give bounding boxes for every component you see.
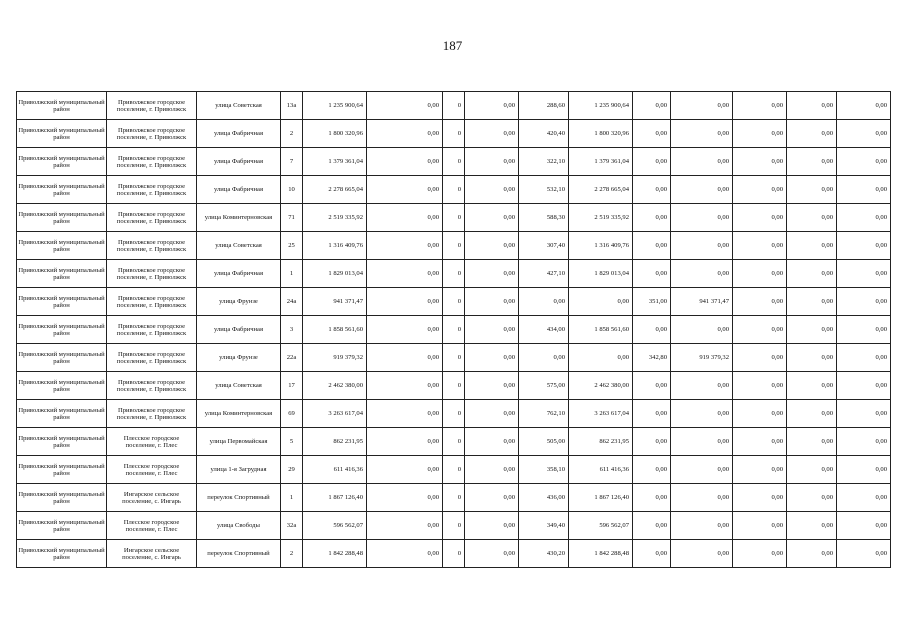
house-number-cell: 24а xyxy=(281,288,303,316)
municipality-cell: Приволжский муниципальный район xyxy=(17,540,107,568)
col12-cell: 0,00 xyxy=(671,428,733,456)
col13-cell: 0,00 xyxy=(733,288,787,316)
col11-cell: 0,00 xyxy=(633,232,671,260)
area-cell: 358,10 xyxy=(519,456,569,484)
col11-cell: 342,80 xyxy=(633,344,671,372)
col6-cell: 0,00 xyxy=(367,232,443,260)
col11-cell: 351,00 xyxy=(633,288,671,316)
amount-cell: 596 562,07 xyxy=(569,512,633,540)
col7-cell: 0 xyxy=(443,232,465,260)
municipality-cell: Приволжский муниципальный район xyxy=(17,120,107,148)
col11-cell: 0,00 xyxy=(633,204,671,232)
col12-cell: 0,00 xyxy=(671,260,733,288)
table-row xyxy=(17,176,891,204)
page-number: 187 xyxy=(442,38,463,53)
col11-cell: 0,00 xyxy=(633,512,671,540)
street-cell: улица Фабричная xyxy=(197,316,281,344)
col15-cell: 0,00 xyxy=(837,232,891,260)
col15-cell: 0,00 xyxy=(837,400,891,428)
amount-cell: 1 800 320,96 xyxy=(569,120,633,148)
col6-cell: 0,00 xyxy=(367,512,443,540)
col7-cell: 0 xyxy=(443,400,465,428)
housing-repair-table xyxy=(16,91,891,568)
col15-cell: 0,00 xyxy=(837,148,891,176)
house-number-cell: 2 xyxy=(281,540,303,568)
total-cost-cell: 1 316 409,76 xyxy=(303,232,367,260)
house-number-cell: 17 xyxy=(281,372,303,400)
table-row xyxy=(17,232,891,260)
col11-cell: 0,00 xyxy=(633,456,671,484)
col13-cell: 0,00 xyxy=(733,148,787,176)
col6-cell: 0,00 xyxy=(367,92,443,120)
col8-cell: 0,00 xyxy=(465,400,519,428)
amount-cell: 1 867 126,40 xyxy=(569,484,633,512)
total-cost-cell: 3 263 617,04 xyxy=(303,400,367,428)
total-cost-cell: 941 371,47 xyxy=(303,288,367,316)
col8-cell: 0,00 xyxy=(465,344,519,372)
area-cell: 322,10 xyxy=(519,148,569,176)
col14-cell: 0,00 xyxy=(787,456,837,484)
col14-cell: 0,00 xyxy=(787,484,837,512)
total-cost-cell: 2 519 335,92 xyxy=(303,204,367,232)
municipality-cell: Приволжский муниципальный район xyxy=(17,148,107,176)
settlement-cell: Приволжское городское поселение, г. Приволжск xyxy=(107,148,197,176)
house-number-cell: 10 xyxy=(281,176,303,204)
house-number-cell: 32а xyxy=(281,512,303,540)
amount-cell: 3 263 617,04 xyxy=(569,400,633,428)
col8-cell: 0,00 xyxy=(465,372,519,400)
col8-cell: 0,00 xyxy=(465,176,519,204)
col7-cell: 0 xyxy=(443,344,465,372)
street-cell: улица Коминтерновская xyxy=(197,400,281,428)
col14-cell: 0,00 xyxy=(787,512,837,540)
col8-cell: 0,00 xyxy=(465,512,519,540)
col14-cell: 0,00 xyxy=(787,148,837,176)
area-cell: 436,00 xyxy=(519,484,569,512)
table-row xyxy=(17,428,891,456)
settlement-cell: Приволжское городское поселение, г. Приволжск xyxy=(107,372,197,400)
municipality-cell: Приволжский муниципальный район xyxy=(17,176,107,204)
col13-cell: 0,00 xyxy=(733,428,787,456)
street-cell: улица Советская xyxy=(197,92,281,120)
municipality-cell: Приволжский муниципальный район xyxy=(17,372,107,400)
col7-cell: 0 xyxy=(443,204,465,232)
col6-cell: 0,00 xyxy=(367,148,443,176)
col8-cell: 0,00 xyxy=(465,288,519,316)
municipality-cell: Приволжский муниципальный район xyxy=(17,204,107,232)
col14-cell: 0,00 xyxy=(787,540,837,568)
table-row xyxy=(17,456,891,484)
col14-cell: 0,00 xyxy=(787,372,837,400)
settlement-cell: Плесское городское поселение, г. Плес xyxy=(107,456,197,484)
settlement-cell: Приволжское городское поселение, г. Приволжск xyxy=(107,400,197,428)
col15-cell: 0,00 xyxy=(837,344,891,372)
col11-cell: 0,00 xyxy=(633,484,671,512)
settlement-cell: Приволжское городское поселение, г. Приволжск xyxy=(107,288,197,316)
col15-cell: 0,00 xyxy=(837,120,891,148)
col8-cell: 0,00 xyxy=(465,316,519,344)
col8-cell: 0,00 xyxy=(465,484,519,512)
table-row xyxy=(17,260,891,288)
col6-cell: 0,00 xyxy=(367,540,443,568)
col13-cell: 0,00 xyxy=(733,344,787,372)
col7-cell: 0 xyxy=(443,92,465,120)
area-cell: 434,00 xyxy=(519,316,569,344)
area-cell: 762,10 xyxy=(519,400,569,428)
col13-cell: 0,00 xyxy=(733,484,787,512)
house-number-cell: 29 xyxy=(281,456,303,484)
street-cell: улица Советская xyxy=(197,232,281,260)
settlement-cell: Приволжское городское поселение, г. Приволжск xyxy=(107,120,197,148)
col13-cell: 0,00 xyxy=(733,176,787,204)
amount-cell: 611 416,36 xyxy=(569,456,633,484)
settlement-cell: Плесское городское поселение, г. Плес xyxy=(107,512,197,540)
house-number-cell: 25 xyxy=(281,232,303,260)
col14-cell: 0,00 xyxy=(787,92,837,120)
col8-cell: 0,00 xyxy=(465,120,519,148)
col7-cell: 0 xyxy=(443,288,465,316)
municipality-cell: Приволжский муниципальный район xyxy=(17,92,107,120)
col12-cell: 941 371,47 xyxy=(671,288,733,316)
street-cell: улица Первомайская xyxy=(197,428,281,456)
municipality-cell: Приволжский муниципальный район xyxy=(17,344,107,372)
amount-cell: 1 316 409,76 xyxy=(569,232,633,260)
col11-cell: 0,00 xyxy=(633,148,671,176)
amount-cell: 1 829 013,04 xyxy=(569,260,633,288)
total-cost-cell: 1 842 288,48 xyxy=(303,540,367,568)
table-body xyxy=(17,92,891,568)
house-number-cell: 13а xyxy=(281,92,303,120)
amount-cell: 1 858 561,60 xyxy=(569,316,633,344)
street-cell: улица Фабричная xyxy=(197,120,281,148)
col14-cell: 0,00 xyxy=(787,260,837,288)
amount-cell: 2 519 335,92 xyxy=(569,204,633,232)
col13-cell: 0,00 xyxy=(733,372,787,400)
col12-cell: 0,00 xyxy=(671,456,733,484)
area-cell: 288,60 xyxy=(519,92,569,120)
area-cell: 0,00 xyxy=(519,344,569,372)
col14-cell: 0,00 xyxy=(787,344,837,372)
col11-cell: 0,00 xyxy=(633,428,671,456)
col8-cell: 0,00 xyxy=(465,204,519,232)
col6-cell: 0,00 xyxy=(367,484,443,512)
col11-cell: 0,00 xyxy=(633,92,671,120)
col11-cell: 0,00 xyxy=(633,176,671,204)
col7-cell: 0 xyxy=(443,260,465,288)
total-cost-cell: 1 867 126,40 xyxy=(303,484,367,512)
col12-cell: 919 379,32 xyxy=(671,344,733,372)
col14-cell: 0,00 xyxy=(787,176,837,204)
total-cost-cell: 919 379,32 xyxy=(303,344,367,372)
table-row xyxy=(17,484,891,512)
col7-cell: 0 xyxy=(443,428,465,456)
col14-cell: 0,00 xyxy=(787,288,837,316)
col6-cell: 0,00 xyxy=(367,344,443,372)
col6-cell: 0,00 xyxy=(367,428,443,456)
col11-cell: 0,00 xyxy=(633,400,671,428)
area-cell: 307,40 xyxy=(519,232,569,260)
table-row xyxy=(17,92,891,120)
total-cost-cell: 611 416,36 xyxy=(303,456,367,484)
area-cell: 0,00 xyxy=(519,288,569,316)
house-number-cell: 2 xyxy=(281,120,303,148)
house-number-cell: 3 xyxy=(281,316,303,344)
col8-cell: 0,00 xyxy=(465,92,519,120)
col7-cell: 0 xyxy=(443,120,465,148)
table-row xyxy=(17,344,891,372)
street-cell: улица Советская xyxy=(197,372,281,400)
settlement-cell: Приволжское городское поселение, г. Приволжск xyxy=(107,232,197,260)
col12-cell: 0,00 xyxy=(671,176,733,204)
col12-cell: 0,00 xyxy=(671,148,733,176)
municipality-cell: Приволжский муниципальный район xyxy=(17,456,107,484)
amount-cell: 2 278 665,04 xyxy=(569,176,633,204)
col15-cell: 0,00 xyxy=(837,372,891,400)
area-cell: 588,30 xyxy=(519,204,569,232)
table-row xyxy=(17,204,891,232)
col13-cell: 0,00 xyxy=(733,120,787,148)
col13-cell: 0,00 xyxy=(733,456,787,484)
municipality-cell: Приволжский муниципальный район xyxy=(17,428,107,456)
col11-cell: 0,00 xyxy=(633,316,671,344)
col6-cell: 0,00 xyxy=(367,316,443,344)
municipality-cell: Приволжский муниципальный район xyxy=(17,400,107,428)
municipality-cell: Приволжский муниципальный район xyxy=(17,260,107,288)
col8-cell: 0,00 xyxy=(465,260,519,288)
col8-cell: 0,00 xyxy=(465,456,519,484)
col14-cell: 0,00 xyxy=(787,428,837,456)
col15-cell: 0,00 xyxy=(837,176,891,204)
col12-cell: 0,00 xyxy=(671,372,733,400)
street-cell: улица Свободы xyxy=(197,512,281,540)
total-cost-cell: 1 829 013,04 xyxy=(303,260,367,288)
amount-cell: 0,00 xyxy=(569,344,633,372)
settlement-cell: Приволжское городское поселение, г. Приволжск xyxy=(107,176,197,204)
street-cell: переулок Спортивный xyxy=(197,540,281,568)
col13-cell: 0,00 xyxy=(733,204,787,232)
col13-cell: 0,00 xyxy=(733,232,787,260)
col11-cell: 0,00 xyxy=(633,540,671,568)
col12-cell: 0,00 xyxy=(671,484,733,512)
col12-cell: 0,00 xyxy=(671,512,733,540)
col7-cell: 0 xyxy=(443,456,465,484)
col7-cell: 0 xyxy=(443,176,465,204)
house-number-cell: 7 xyxy=(281,148,303,176)
col11-cell: 0,00 xyxy=(633,120,671,148)
municipality-cell: Приволжский муниципальный район xyxy=(17,232,107,260)
total-cost-cell: 596 562,07 xyxy=(303,512,367,540)
col14-cell: 0,00 xyxy=(787,316,837,344)
total-cost-cell: 1 379 361,04 xyxy=(303,148,367,176)
settlement-cell: Приволжское городское поселение, г. Приволжск xyxy=(107,204,197,232)
col6-cell: 0,00 xyxy=(367,120,443,148)
col15-cell: 0,00 xyxy=(837,484,891,512)
settlement-cell: Ингарское сельское поселение, с. Ингарь xyxy=(107,484,197,512)
col12-cell: 0,00 xyxy=(671,316,733,344)
house-number-cell: 69 xyxy=(281,400,303,428)
table-row xyxy=(17,372,891,400)
col13-cell: 0,00 xyxy=(733,260,787,288)
total-cost-cell: 2 462 380,00 xyxy=(303,372,367,400)
street-cell: улица Фабричная xyxy=(197,260,281,288)
col7-cell: 0 xyxy=(443,540,465,568)
table-row xyxy=(17,148,891,176)
amount-cell: 862 231,95 xyxy=(569,428,633,456)
col8-cell: 0,00 xyxy=(465,540,519,568)
house-number-cell: 71 xyxy=(281,204,303,232)
area-cell: 505,00 xyxy=(519,428,569,456)
col7-cell: 0 xyxy=(443,316,465,344)
amount-cell: 1 235 900,64 xyxy=(569,92,633,120)
col6-cell: 0,00 xyxy=(367,260,443,288)
house-number-cell: 1 xyxy=(281,260,303,288)
total-cost-cell: 1 235 900,64 xyxy=(303,92,367,120)
area-cell: 427,10 xyxy=(519,260,569,288)
col15-cell: 0,00 xyxy=(837,428,891,456)
col13-cell: 0,00 xyxy=(733,400,787,428)
settlement-cell: Плесское городское поселение, г. Плес xyxy=(107,428,197,456)
col15-cell: 0,00 xyxy=(837,92,891,120)
col12-cell: 0,00 xyxy=(671,92,733,120)
col13-cell: 0,00 xyxy=(733,92,787,120)
col15-cell: 0,00 xyxy=(837,456,891,484)
amount-cell: 1 842 288,48 xyxy=(569,540,633,568)
street-cell: улица 1-я Загрудная xyxy=(197,456,281,484)
street-cell: переулок Спортивный xyxy=(197,484,281,512)
col7-cell: 0 xyxy=(443,372,465,400)
total-cost-cell: 1 800 320,96 xyxy=(303,120,367,148)
col7-cell: 0 xyxy=(443,512,465,540)
table-row xyxy=(17,120,891,148)
col14-cell: 0,00 xyxy=(787,232,837,260)
street-cell: улица Фабричная xyxy=(197,148,281,176)
total-cost-cell: 2 278 665,04 xyxy=(303,176,367,204)
area-cell: 420,40 xyxy=(519,120,569,148)
col7-cell: 0 xyxy=(443,484,465,512)
table-row xyxy=(17,512,891,540)
col14-cell: 0,00 xyxy=(787,400,837,428)
settlement-cell: Ингарское сельское поселение, с. Ингарь xyxy=(107,540,197,568)
total-cost-cell: 862 231,95 xyxy=(303,428,367,456)
col11-cell: 0,00 xyxy=(633,260,671,288)
settlement-cell: Приволжское городское поселение, г. Приволжск xyxy=(107,92,197,120)
col12-cell: 0,00 xyxy=(671,540,733,568)
amount-cell: 2 462 380,00 xyxy=(569,372,633,400)
table-row xyxy=(17,288,891,316)
col6-cell: 0,00 xyxy=(367,372,443,400)
municipality-cell: Приволжский муниципальный район xyxy=(17,288,107,316)
col15-cell: 0,00 xyxy=(837,316,891,344)
street-cell: улица Фрунзе xyxy=(197,288,281,316)
col15-cell: 0,00 xyxy=(837,540,891,568)
street-cell: улица Коминтерновская xyxy=(197,204,281,232)
house-number-cell: 5 xyxy=(281,428,303,456)
amount-cell: 0,00 xyxy=(569,288,633,316)
col6-cell: 0,00 xyxy=(367,176,443,204)
col6-cell: 0,00 xyxy=(367,456,443,484)
col15-cell: 0,00 xyxy=(837,204,891,232)
col13-cell: 0,00 xyxy=(733,540,787,568)
street-cell: улица Фрунзе xyxy=(197,344,281,372)
col13-cell: 0,00 xyxy=(733,512,787,540)
col6-cell: 0,00 xyxy=(367,204,443,232)
col7-cell: 0 xyxy=(443,148,465,176)
area-cell: 575,00 xyxy=(519,372,569,400)
col11-cell: 0,00 xyxy=(633,372,671,400)
col12-cell: 0,00 xyxy=(671,204,733,232)
col14-cell: 0,00 xyxy=(787,120,837,148)
col15-cell: 0,00 xyxy=(837,260,891,288)
settlement-cell: Приволжское городское поселение, г. Приволжск xyxy=(107,316,197,344)
municipality-cell: Приволжский муниципальный район xyxy=(17,316,107,344)
settlement-cell: Приволжское городское поселение, г. Приволжск xyxy=(107,344,197,372)
col12-cell: 0,00 xyxy=(671,400,733,428)
col8-cell: 0,00 xyxy=(465,232,519,260)
municipality-cell: Приволжский муниципальный район xyxy=(17,484,107,512)
col12-cell: 0,00 xyxy=(671,120,733,148)
col6-cell: 0,00 xyxy=(367,288,443,316)
area-cell: 430,20 xyxy=(519,540,569,568)
table-row xyxy=(17,400,891,428)
street-cell: улица Фабричная xyxy=(197,176,281,204)
amount-cell: 1 379 361,04 xyxy=(569,148,633,176)
area-cell: 349,40 xyxy=(519,512,569,540)
municipality-cell: Приволжский муниципальный район xyxy=(17,512,107,540)
table-row xyxy=(17,540,891,568)
table-row xyxy=(17,316,891,344)
total-cost-cell: 1 858 561,60 xyxy=(303,316,367,344)
area-cell: 532,10 xyxy=(519,176,569,204)
col13-cell: 0,00 xyxy=(733,316,787,344)
house-number-cell: 22а xyxy=(281,344,303,372)
col6-cell: 0,00 xyxy=(367,400,443,428)
settlement-cell: Приволжское городское поселение, г. Приволжск xyxy=(107,260,197,288)
col15-cell: 0,00 xyxy=(837,288,891,316)
col8-cell: 0,00 xyxy=(465,428,519,456)
house-number-cell: 1 xyxy=(281,484,303,512)
col8-cell: 0,00 xyxy=(465,148,519,176)
col14-cell: 0,00 xyxy=(787,204,837,232)
col12-cell: 0,00 xyxy=(671,232,733,260)
col15-cell: 0,00 xyxy=(837,512,891,540)
